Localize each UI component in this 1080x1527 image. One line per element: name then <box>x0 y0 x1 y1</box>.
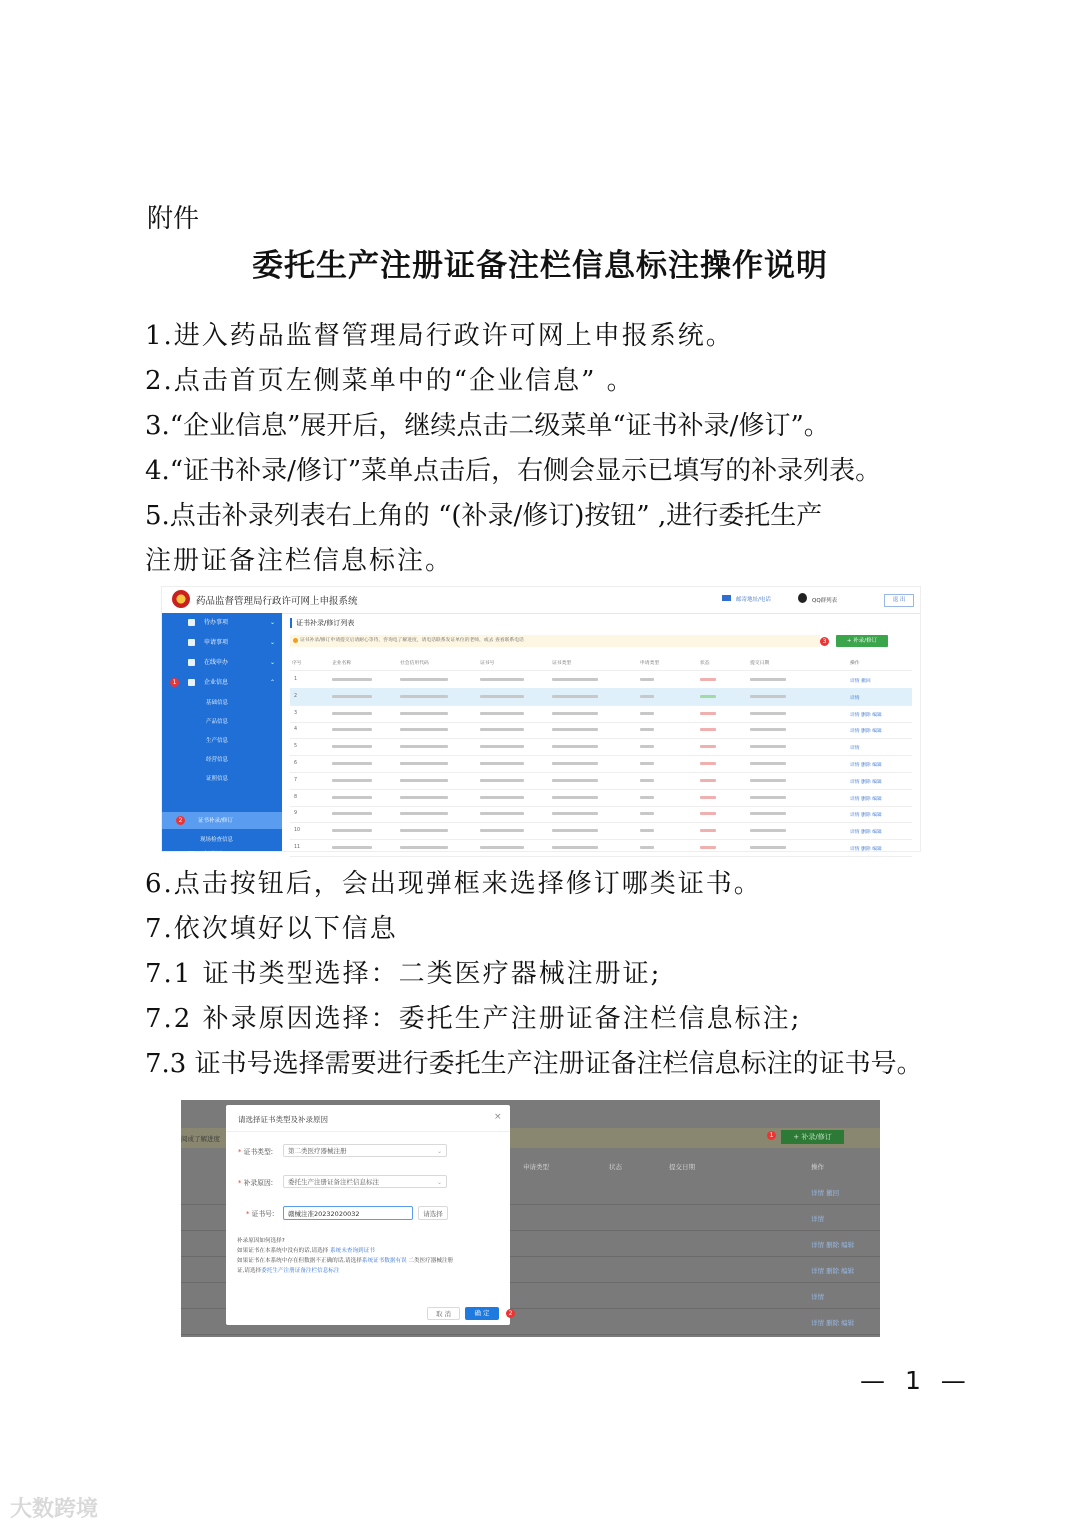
redacted-cell <box>400 846 448 849</box>
menu-todo[interactable] <box>162 613 282 632</box>
monitor-icon <box>188 659 195 666</box>
redacted-cell <box>700 728 716 731</box>
column-header: 提交日期 <box>750 661 770 666</box>
chevron-down-icon: ⌄ <box>270 639 276 646</box>
chevron-down-icon: ⌄ <box>270 619 276 626</box>
shield-icon <box>188 679 195 686</box>
redacted-cell <box>332 779 372 782</box>
redacted-cell <box>750 812 786 815</box>
redacted-cell <box>400 812 448 815</box>
step-5-cont: 注册证备注栏信息标注。 <box>145 546 454 576</box>
redacted-cell <box>480 678 524 681</box>
redacted-cell <box>640 829 654 832</box>
table-row <box>290 721 912 739</box>
redacted-cell <box>480 779 524 782</box>
cert-no-input[interactable]: 赣械注准20232020032 <box>283 1206 413 1220</box>
table-row <box>290 705 912 723</box>
row-actions[interactable]: 详情 删除 编辑 <box>811 1241 855 1249</box>
row-number: 2 <box>294 693 298 699</box>
redacted-cell <box>700 812 716 815</box>
redacted-cell <box>400 695 448 698</box>
row-actions[interactable]: 详情 撤回 <box>850 679 871 684</box>
column-header: 操作 <box>850 661 860 666</box>
submenu-cert-supplement[interactable]: 证书补录/修订 <box>198 818 233 824</box>
redacted-cell <box>480 712 524 715</box>
redacted-cell <box>552 812 598 815</box>
row-actions[interactable]: 详情 <box>850 746 860 752</box>
redacted-cell <box>640 762 654 765</box>
submenu-production[interactable]: 生产信息 <box>206 738 229 744</box>
column-header: 社会信用代码 <box>400 661 429 666</box>
table-row <box>290 839 912 857</box>
select-value: 委托生产注册证备注栏信息标注 <box>288 1178 379 1186</box>
hint-link-entrust[interactable]: 委托生产注册证备注栏信息标注 <box>261 1268 340 1274</box>
menu-label: 待办事项 <box>204 619 229 626</box>
qq-icon <box>798 593 807 603</box>
table-header <box>290 653 912 671</box>
redacted-cell <box>552 779 598 782</box>
row-number: 10 <box>294 828 301 834</box>
redacted-cell <box>700 678 716 681</box>
watermark-logo: 大数跨境 <box>10 1497 99 1522</box>
menu-label: 在线申办 <box>204 659 229 666</box>
chevron-down-icon: ⌄ <box>270 659 276 666</box>
table-row <box>290 772 912 790</box>
header-ops: 操作 <box>811 1163 824 1171</box>
select-cert-dialog <box>226 1105 513 1325</box>
redacted-cell <box>332 695 372 698</box>
redacted-cell <box>480 695 524 698</box>
redacted-cell <box>552 762 598 765</box>
hint-link-not-found[interactable]: 系统未查询到证书 <box>330 1248 375 1254</box>
column-header: 申请类型 <box>640 661 660 666</box>
add-revise-button[interactable]: + 补录/修订 <box>781 1130 844 1144</box>
hint-text: 如果证书在本系统中没有的话,请选择 <box>237 1248 331 1254</box>
submenu-basic[interactable]: 基础信息 <box>206 700 229 706</box>
row-actions[interactable]: 详情 删除 编辑 <box>850 763 882 768</box>
table-row <box>290 688 912 706</box>
hint-line-3 <box>237 1266 339 1274</box>
submenu-business[interactable]: 经营信息 <box>206 757 229 763</box>
label-text: 证书号: <box>251 1210 275 1218</box>
sidebar <box>162 613 282 858</box>
hint-line-2 <box>237 1256 453 1264</box>
notice-bar <box>290 635 820 647</box>
cert-no-label: * 证书号: <box>246 1210 275 1218</box>
table-row <box>290 789 912 807</box>
table-row <box>290 822 912 840</box>
menu-label: 申请事项 <box>204 639 229 646</box>
redacted-cell <box>552 745 598 748</box>
row-number: 7 <box>294 777 298 783</box>
table-row <box>290 738 912 756</box>
cert-type-select[interactable] <box>283 1144 447 1157</box>
redacted-cell <box>552 712 598 715</box>
table-row <box>290 805 912 823</box>
pick-cert-button[interactable]: 请选择 <box>418 1206 448 1220</box>
step-badge-3: 3 <box>820 637 829 646</box>
mail-icon <box>722 595 731 601</box>
step-5: 5.点击补录列表右上角的 “(补录/修订)按钮” ,进行委托生产 <box>145 501 823 531</box>
mail-link[interactable]: 邮寄地址/电话 <box>736 597 771 603</box>
redacted-cell <box>480 728 524 731</box>
redacted-cell <box>700 779 716 782</box>
redacted-cell <box>480 829 524 832</box>
chevron-up-icon: ⌃ <box>270 679 276 686</box>
redacted-cell <box>640 846 654 849</box>
redacted-cell <box>640 796 654 799</box>
redacted-cell <box>700 745 716 748</box>
page-number: — 1 — <box>860 1366 972 1395</box>
redacted-cell <box>400 762 448 765</box>
row-number: 11 <box>294 845 301 850</box>
redacted-cell <box>332 745 372 748</box>
step-1: 1.进入药品监督管理局行政许可网上申报系统。 <box>145 321 734 351</box>
emblem-icon <box>172 590 190 608</box>
redacted-cell <box>332 796 372 799</box>
row-number: 6 <box>294 761 298 766</box>
step-badge-1: 1 <box>170 678 179 687</box>
redacted-cell <box>750 779 786 782</box>
row-actions[interactable]: 详情 删除 编辑 <box>850 712 882 718</box>
redacted-cell <box>700 846 716 849</box>
row-actions[interactable]: 详情 删除 编辑 <box>850 813 882 819</box>
step-7: 7.依次填好以下信息 <box>145 914 398 944</box>
redacted-cell <box>332 728 372 731</box>
column-header: 证书号 <box>480 661 495 666</box>
document-title: 委托生产注册证备注栏信息标注操作说明 <box>252 248 828 284</box>
redacted-cell <box>552 829 598 832</box>
attachment-label: 附件 <box>147 204 200 234</box>
confirm-button[interactable]: 确 定 <box>465 1307 499 1320</box>
redacted-cell <box>400 728 448 731</box>
redacted-cell <box>640 712 654 715</box>
column-header: 序号 <box>292 661 302 666</box>
row-actions[interactable]: 详情 删除 编辑 <box>811 1267 855 1275</box>
screenshot-cert-list <box>161 586 921 858</box>
redacted-cell <box>480 812 524 815</box>
redacted-cell <box>700 762 716 765</box>
redacted-cell <box>552 846 598 849</box>
redacted-cell <box>700 829 716 832</box>
row-number: 9 <box>294 811 298 817</box>
redacted-cell <box>552 796 598 799</box>
row-actions[interactable]: 详情 删除 编辑 <box>850 779 882 785</box>
hint-line-1 <box>237 1246 375 1254</box>
redacted-cell <box>480 745 524 748</box>
row-actions[interactable]: 详情 删除 编辑 <box>850 796 882 802</box>
redacted-cell <box>480 762 524 765</box>
column-header: 企业名称 <box>332 661 352 666</box>
label-text: 补录原因: <box>243 1179 274 1187</box>
dialog-title: 请选择证书类型及补录原因 <box>238 1115 328 1124</box>
redacted-cell <box>400 829 448 832</box>
redacted-cell <box>552 728 598 731</box>
system-title: 药品监督管理局行政许可网上申报系统 <box>196 596 358 607</box>
step-badge-2: 2 <box>506 1309 515 1318</box>
menu-label: 企业信息 <box>204 679 229 686</box>
redacted-cell <box>750 829 786 832</box>
todo-icon <box>188 619 195 626</box>
row-actions[interactable]: 详情 <box>811 1215 824 1223</box>
redacted-cell <box>640 728 654 731</box>
redacted-cell <box>700 796 716 799</box>
redacted-cell <box>552 695 598 698</box>
redacted-cell <box>400 678 448 681</box>
redacted-cell <box>332 678 372 681</box>
submenu-product[interactable]: 产品信息 <box>206 719 229 725</box>
redacted-cell <box>750 728 786 731</box>
redacted-cell <box>400 745 448 748</box>
step-2: 2.点击首页左侧菜单中的“企业信息” 。 <box>145 366 635 396</box>
redacted-cell <box>400 796 448 799</box>
row-actions[interactable]: 详情 删除 编辑 <box>850 729 882 735</box>
redacted-cell <box>332 829 372 832</box>
system-header <box>162 587 920 614</box>
row-number: 1 <box>294 677 298 682</box>
reason-label: * 补录原因: <box>238 1179 274 1187</box>
rating-icon <box>188 851 195 858</box>
submenu-license[interactable]: 证照信息 <box>206 776 229 782</box>
step-3: 3.“企业信息”展开后，继续点击二级菜单“证书补录/修订”。 <box>145 411 830 441</box>
table-row <box>290 671 912 689</box>
row-number: 8 <box>294 794 298 800</box>
row-actions[interactable]: 详情 删除 编辑 <box>811 1319 855 1327</box>
chevron-down-icon: ⌄ <box>436 1148 442 1155</box>
hint-text: 二类医疗器械注册 <box>406 1258 454 1264</box>
column-header: 状态 <box>700 661 710 666</box>
step-7-1: 7.1 证书类型选择：二类医疗器械注册证; <box>145 959 662 989</box>
redacted-cell <box>400 712 448 715</box>
redacted-cell <box>700 695 716 698</box>
chevron-down-icon: ⌄ <box>270 851 276 858</box>
warning-icon <box>293 638 298 643</box>
row-number: 4 <box>294 727 298 733</box>
redacted-cell <box>750 745 786 748</box>
step-badge-2: 2 <box>176 816 185 825</box>
redacted-cell <box>552 678 598 681</box>
menu-apply[interactable] <box>162 633 282 652</box>
row-actions[interactable]: 详情 <box>850 695 860 701</box>
submenu-inspection[interactable]: 现场检查信息 <box>200 837 234 843</box>
select-value: 第二类医疗器械注册 <box>288 1147 347 1155</box>
table-row <box>290 755 912 773</box>
redacted-cell <box>332 712 372 715</box>
redacted-cell <box>480 846 524 849</box>
redacted-cell <box>750 846 786 849</box>
redacted-cell <box>750 678 786 681</box>
cert-type-label: * 证书类型: <box>238 1148 274 1156</box>
header-apply-type: 申请类型 <box>523 1163 549 1171</box>
cancel-button[interactable]: 取 消 <box>427 1307 460 1320</box>
apply-icon <box>188 639 195 646</box>
redacted-cell <box>750 695 786 698</box>
close-icon[interactable]: × <box>494 1112 502 1122</box>
main-panel <box>282 613 920 851</box>
row-actions[interactable]: 详情 删除 编辑 <box>850 847 882 852</box>
step-6: 6.点击按钮后，会出现弹框来选择修订哪类证书。 <box>145 869 762 899</box>
reason-select[interactable] <box>283 1175 447 1188</box>
redacted-cell <box>332 846 372 849</box>
add-revise-button[interactable]: + 补录/修订 <box>836 635 888 647</box>
redacted-cell <box>700 712 716 715</box>
redacted-cell <box>750 762 786 765</box>
step-badge-1: 1 <box>767 1131 776 1140</box>
chevron-down-icon: ⌄ <box>436 1179 442 1186</box>
list-title: 证书补录/修订列表 <box>290 618 354 628</box>
row-number: 3 <box>294 710 298 716</box>
notice-text: 证书补录/修订申请提交后请耐心等待，咨询电了解进度，请电话联系发证单位的老师，或去 查看联系电话 <box>300 638 524 643</box>
redacted-cell <box>332 812 372 815</box>
hint-text: 证,请选择 <box>237 1268 262 1274</box>
hint-title: 补录原因如何选择? <box>237 1238 285 1244</box>
logout-button[interactable]: 退 出 <box>884 594 914 607</box>
header-submit-date: 提交日期 <box>669 1163 695 1171</box>
column-header: 证书类型 <box>552 661 572 666</box>
redacted-cell <box>640 812 654 815</box>
row-actions[interactable]: 详情 撤回 <box>811 1189 840 1197</box>
menu-online[interactable] <box>162 653 282 672</box>
redacted-cell <box>640 678 654 681</box>
redacted-cell <box>332 762 372 765</box>
redacted-cell <box>750 712 786 715</box>
divider <box>226 1131 510 1132</box>
qq-link[interactable]: QQ群列表 <box>812 598 838 604</box>
row-number: 5 <box>294 744 298 750</box>
row-actions[interactable]: 详情 <box>811 1293 824 1301</box>
menu-company-info[interactable] <box>162 673 282 692</box>
row-actions[interactable]: 详情 删除 编辑 <box>850 830 882 836</box>
label-text: 证书类型: <box>243 1148 274 1156</box>
menu-label: 好差评 <box>204 851 223 858</box>
redacted-cell <box>640 695 654 698</box>
redacted-cell <box>400 779 448 782</box>
redacted-cell <box>480 796 524 799</box>
hint-link-data-error[interactable]: 系统证书数据有误 <box>361 1258 407 1264</box>
step-7-3: 7.3 证书号选择需要进行委托生产注册证备注栏信息标注的证书号。 <box>145 1049 923 1079</box>
screenshot-dialog <box>181 1100 880 1337</box>
redacted-cell <box>750 796 786 799</box>
notice-text-dimmed: 阅成了解进度 <box>181 1135 220 1143</box>
hint-text: 如果证书在本系统中存在但数据不正确的话,请选择 <box>237 1258 362 1264</box>
redacted-cell <box>640 745 654 748</box>
step-4: 4.“证书补录/修订”菜单点击后，右侧会显示已填写的补录列表。 <box>145 456 882 486</box>
redacted-cell <box>640 779 654 782</box>
step-7-2: 7.2 补录原因选择：委托生产注册证备注栏信息标注; <box>145 1004 802 1034</box>
header-status: 状态 <box>609 1163 622 1171</box>
